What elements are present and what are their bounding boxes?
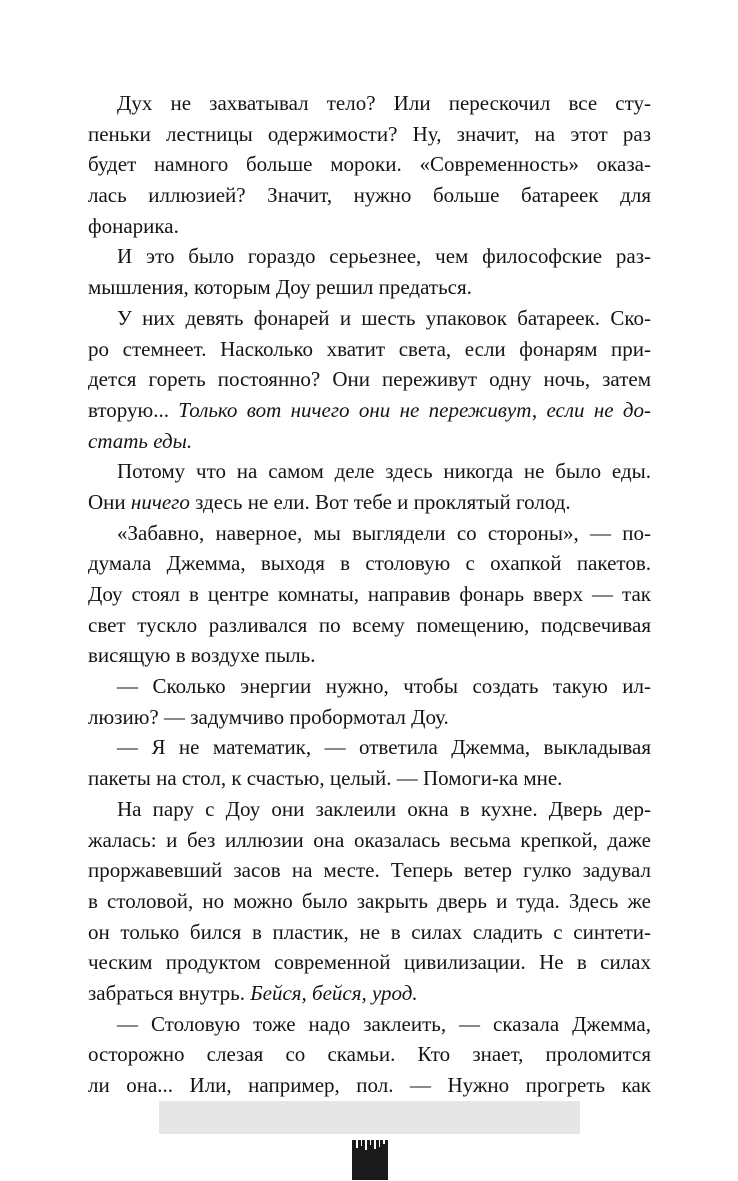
text-line (88, 855, 651, 886)
paragraph (88, 456, 651, 517)
text-line (88, 518, 651, 549)
line-text: Дух не захватывал тело? Или перескочил все сту- (117, 91, 651, 115)
text-line (88, 119, 651, 150)
text-line (88, 1070, 651, 1101)
line-text: «Забавно, наверное, мы выглядели со стороны», — по- (117, 520, 651, 545)
line-text: будет намного больше мороки. «Современность» оказа- (88, 152, 651, 177)
text-line (88, 1039, 651, 1070)
text-line (88, 303, 651, 334)
text-line (88, 211, 651, 242)
line-text: жалась: и без иллюзии она оказалась весьма крепкой, даже (88, 827, 651, 852)
footer-bar (159, 1101, 580, 1134)
line-text: На пару с Доу они заклеили окна в кухне. Дверь дер- (117, 796, 651, 821)
text-line (88, 732, 651, 763)
paragraph (88, 241, 651, 302)
text-line (88, 1009, 651, 1040)
text-line (88, 610, 651, 641)
text-line (88, 886, 651, 917)
line-text: Доу стоял в центре комнаты, направив фонарь вверх — так (88, 582, 651, 606)
line-text: — Столовую тоже надо заклеить, — сказала Джемма, (117, 1011, 651, 1036)
text-line (88, 456, 651, 487)
line-text: здесь не ели. Вот тебе и проклятый голод. (195, 489, 571, 514)
line-text: Потому что на самом деле здесь никогда не было еды. (117, 459, 651, 484)
line-text: ческим продуктом современной цивилизации. Не в силах (88, 950, 651, 975)
line-text: ли она... Или, например, пол. — Нужно прогреть как (88, 1073, 651, 1097)
text-line (88, 763, 651, 794)
text-line (88, 671, 651, 702)
line-text: осторожно слезая со скамьи. Кто знает, проломится (88, 1042, 651, 1067)
line-text: в столовой, но можно было закрыть дверь и туда. Здесь же (88, 888, 651, 913)
text-line (88, 149, 651, 180)
text-line (88, 88, 651, 119)
text-line (88, 334, 651, 365)
line-text: думала Джемма, выходя в столовую с охапкой пакетов. (88, 551, 651, 576)
text-line (88, 272, 651, 303)
line-text: У них девять фонарей и шесть упаковок батареек. Ско- (117, 305, 651, 330)
line-text: пакеты на стол, к счастью, целый. — Помоги-ка мне. (88, 766, 563, 791)
page-text (88, 88, 651, 1101)
line-text: он только бился в пластик, не в силах сладить с синтети- (88, 919, 651, 944)
text-line (88, 917, 651, 948)
text-line (88, 548, 651, 579)
page-edge-mark (352, 1140, 388, 1180)
paragraph (88, 88, 651, 241)
line-text: лась иллюзией? Значит, нужно больше батареек для (88, 183, 651, 208)
italic-text: Бейся, бейся, урод. (250, 980, 418, 1005)
line-text: пеньки лестницы одержимости? Ну, значит, на этот раз (88, 121, 651, 146)
line-text: ро стемнеет. Насколько хватит света, если фонарям при- (88, 336, 651, 361)
text-line (88, 180, 651, 211)
line-text: вторую... (88, 397, 169, 422)
line-text: — Я не математик, — ответила Джемма, выкладывая (117, 735, 651, 760)
line-text: проржавевший засов на месте. Теперь ветер гулко задувал (88, 858, 651, 883)
line-text: мышления, которым Доу решил предаться. (88, 275, 472, 300)
italic-text: ничего (130, 489, 190, 514)
line-text: люзию? — задумчиво пробормотал Доу. (88, 704, 449, 729)
line-text: фонарика. (88, 213, 179, 238)
text-line (88, 364, 651, 395)
line-text: висящую в воздухе пыль. (88, 643, 316, 668)
text-line (88, 978, 651, 1009)
text-line (88, 702, 651, 733)
text-line (88, 241, 651, 272)
text-line (88, 640, 651, 671)
line-text: — Сколько энергии нужно, чтобы создать такую ил- (117, 674, 651, 699)
italic-text: стать еды. (88, 428, 193, 453)
line-text: свет тускло разливался по всему помещению, подсвечивая (88, 612, 651, 637)
paragraph (88, 794, 651, 1009)
line-text: Они (88, 489, 126, 514)
text-line (88, 487, 651, 518)
italic-text: Только вот ничего они не переживут, если не до- (178, 397, 652, 422)
line-text: дется гореть постоянно? Они переживут одну ночь, затем (88, 367, 651, 392)
line-text: И это было гораздо серьезнее, чем философские раз- (117, 244, 651, 269)
text-line (88, 426, 651, 457)
paragraph (88, 671, 651, 732)
line-text: забраться внутрь. (88, 980, 245, 1005)
paragraph (88, 732, 651, 793)
text-line (88, 947, 651, 978)
text-line (88, 395, 651, 426)
paragraph (88, 518, 651, 671)
text-line (88, 579, 651, 610)
paragraph (88, 1009, 651, 1101)
text-line (88, 794, 651, 825)
paragraph (88, 303, 651, 456)
text-line (88, 825, 651, 856)
